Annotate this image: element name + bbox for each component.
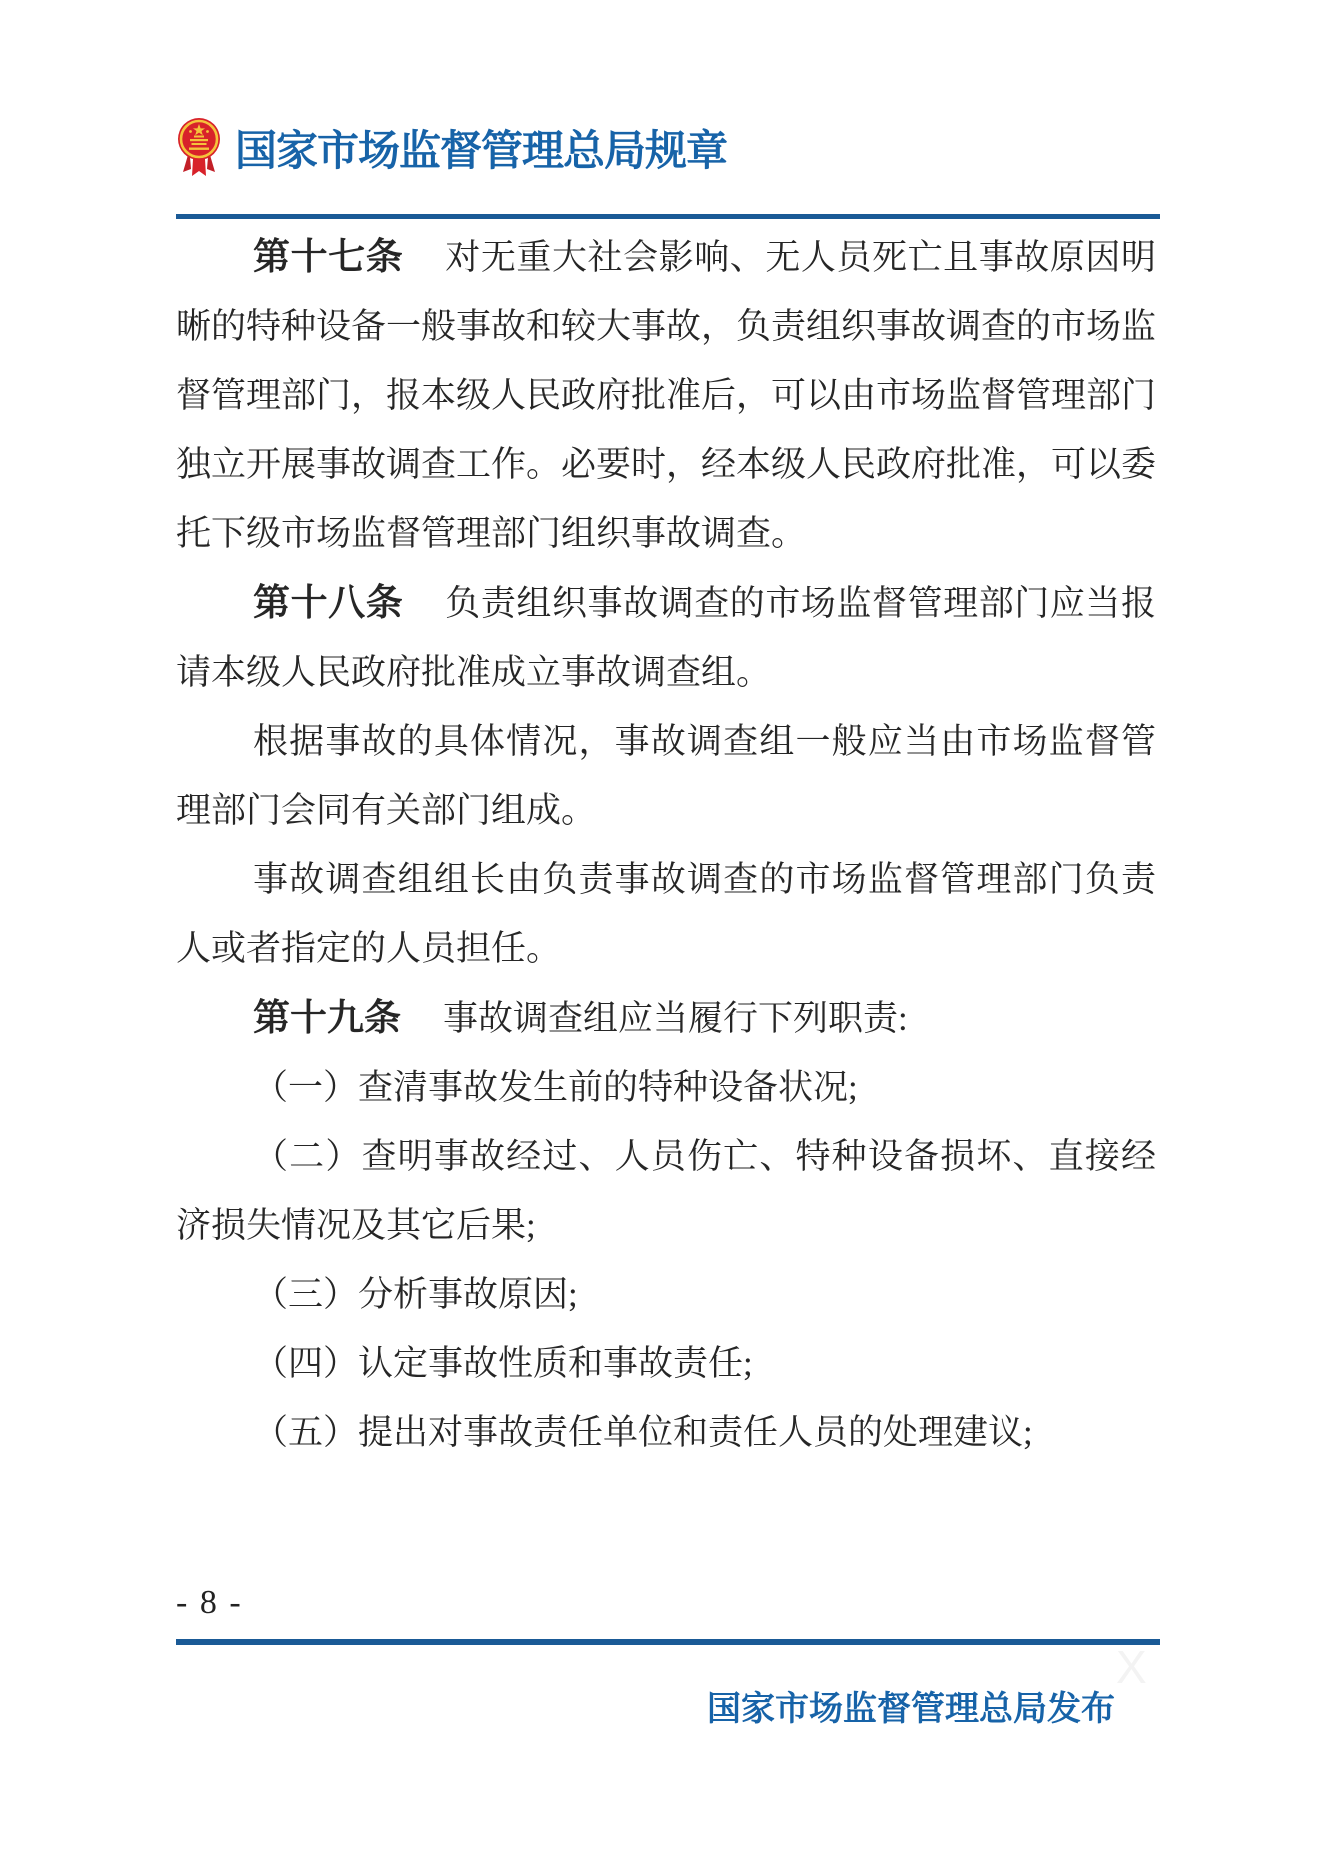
page-header bbox=[176, 116, 727, 180]
paragraphs bbox=[176, 222, 1156, 1467]
footer-rule bbox=[176, 1639, 1160, 1645]
watermark-x: X bbox=[1116, 1641, 1147, 1693]
paragraph bbox=[176, 222, 1156, 568]
paragraph bbox=[176, 1122, 1156, 1260]
paragraph-text: （二）查明事故经过、人员伤亡、特种设备损坏、直接经济损失情况及其它后果; bbox=[176, 1137, 1156, 1245]
paragraph bbox=[176, 1053, 1156, 1122]
header-title: 国家市场监督管理总局规章 bbox=[235, 127, 728, 174]
paragraph bbox=[176, 707, 1156, 845]
paragraph bbox=[176, 1260, 1156, 1329]
paragraph bbox=[176, 568, 1156, 707]
paragraph-text: （四）认定事故性质和事故责任; bbox=[253, 1344, 753, 1383]
paragraph-text: （五）提出对事故责任单位和责任人员的处理建议; bbox=[253, 1413, 1033, 1452]
paragraph-text: 负责组织事故调查的市场监督管理部门应当报请本级人民政府批准成立事故调查组。 bbox=[176, 584, 1156, 692]
paragraph-text: （三）分析事故原因; bbox=[253, 1275, 578, 1314]
paragraph-text: 对无重大社会影响、无人员死亡且事故原因明晰的特种设备一般事故和较大事故，负责组织事故调查的市场监督管理部门，报本级人民政府批准后，可以由市场监督管理部门独立开展事故调查工作。必要时，经本级人民政府批准，可以委托下级市场监督管理部门组织事故调查。 bbox=[176, 238, 1157, 553]
article-number: 第十七条 bbox=[253, 236, 404, 277]
paragraph-text: （一）查清事故发生前的特种设备状况; bbox=[253, 1068, 858, 1107]
article-number: 第十九条 bbox=[253, 997, 401, 1038]
article-number: 第十八条 bbox=[253, 582, 404, 623]
paragraph-text: 根据事故的具体情况，事故调查组一般应当由市场监督管理部门会同有关部门组成。 bbox=[176, 722, 1156, 830]
header-rule bbox=[176, 214, 1160, 219]
paragraph-text: 事故调查组组长由负责事故调查的市场监督管理部门负责人或者指定的人员担任。 bbox=[176, 860, 1156, 968]
paragraph bbox=[176, 845, 1156, 983]
page-number: - 8 - bbox=[176, 1584, 243, 1621]
paragraph-text: 事故调查组应当履行下列职责: bbox=[443, 999, 908, 1038]
paragraph bbox=[176, 1398, 1156, 1467]
national-emblem-icon bbox=[176, 117, 222, 179]
paragraph bbox=[176, 1329, 1156, 1398]
publisher-label: 国家市场监督管理总局发布 bbox=[707, 1690, 1115, 1728]
paragraph bbox=[176, 983, 1156, 1053]
document-body bbox=[176, 222, 1156, 1467]
